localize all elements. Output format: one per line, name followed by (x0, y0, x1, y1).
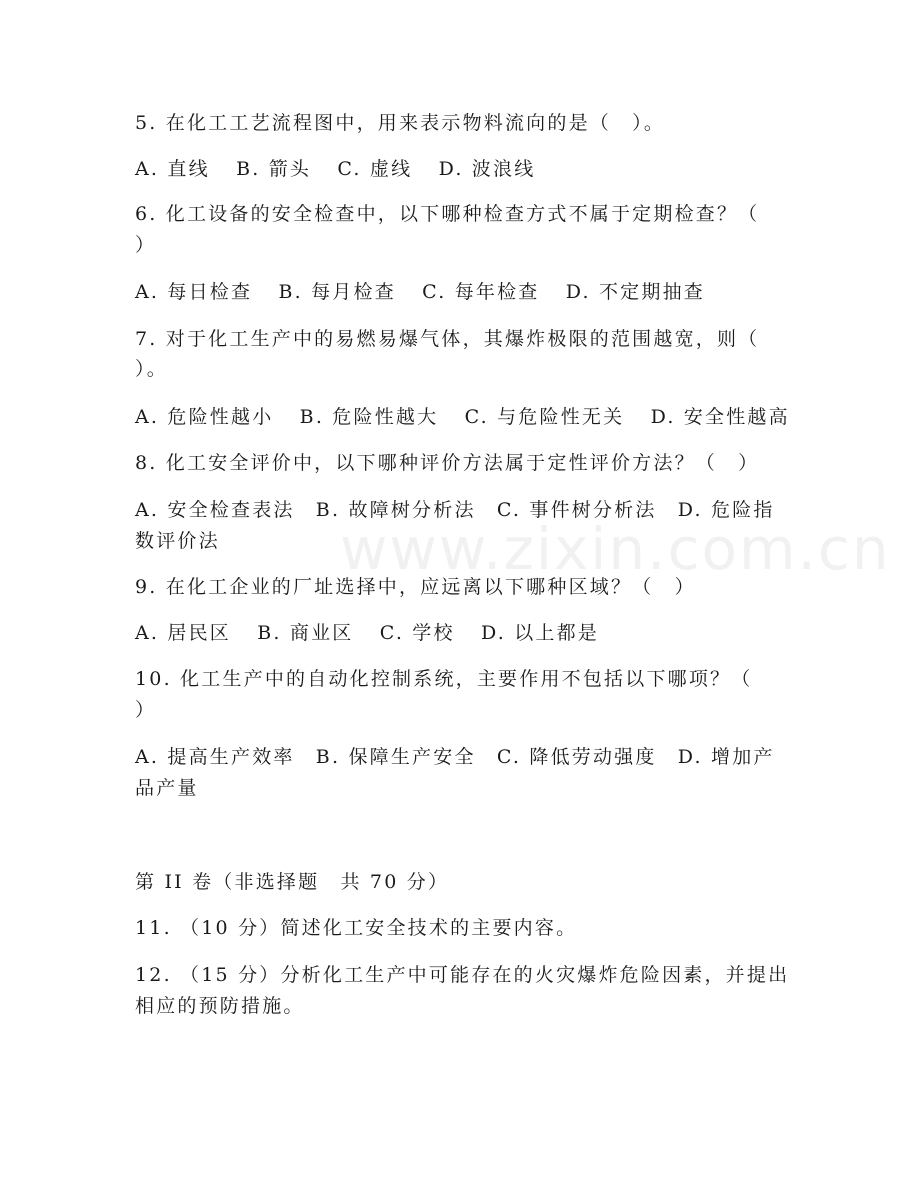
option-c: C. 学校 (379, 622, 455, 644)
question-5-options (135, 154, 553, 185)
option-a: A. 每日检查 (135, 281, 253, 303)
question-12-line2: 相应的预防措施。 (135, 995, 305, 1017)
question-11: 11. （10 分）简述化工安全技术的主要内容。 (135, 917, 578, 939)
question-12-line1: 12. （15 分）分析化工生产中可能存在的火灾爆炸危险因素，并提出 (135, 964, 790, 986)
question-5-stem: 5. 在化工工艺流程图中，用来表示物料流向的是（ ）。 (135, 112, 666, 134)
question-10-stem-line1: 10. 化工生产中的自动化控制系统，主要作用不包括以下哪项？（ (135, 668, 753, 690)
question-7-stem-line2: ）。 (135, 358, 168, 380)
question-7-stem-line1: 7. 对于化工生产中的易燃易爆气体，其爆炸极限的范围越宽，则（ (135, 328, 760, 350)
option-b: B. 商业区 (257, 622, 354, 644)
question-8-options-line1: A. 安全检查表法 B. 故障树分析法 C. 事件树分析法 D. 危险指 (135, 499, 775, 521)
option-d: D. 以上都是 (480, 622, 600, 644)
option-b: B. 每月检查 (278, 281, 396, 303)
option-c: C. 每年检查 (422, 281, 540, 303)
question-10-options-line2: 品产量 (135, 777, 199, 799)
question-6-options (135, 277, 723, 308)
question-10-stem-line2: ） (135, 699, 157, 721)
option-b: B. 危险性越大 (299, 406, 439, 428)
question-10-options-line1: A. 提高生产效率 B. 保障生产安全 C. 降低劳动强度 D. 增加产 (135, 746, 775, 768)
question-8-options-line2: 数评价法 (135, 530, 220, 552)
option-c: C. 与危险性无关 (464, 406, 625, 428)
question-9-stem: 9. 在化工企业的厂址选择中，应远离以下哪种区域？（ ） (135, 576, 696, 598)
question-7-options (135, 402, 808, 433)
question-8-stem: 8. 化工安全评价中，以下哪种评价方法属于定性评价方法？（ ） (135, 452, 760, 474)
option-b: B. 箭头 (236, 158, 312, 180)
question-6-stem-line1: 6. 化工设备的安全检查中，以下哪种检查方式不属于定期检查？（ (135, 203, 760, 225)
option-a: A. 居民区 (135, 622, 232, 644)
option-d: D. 不定期抽查 (565, 281, 705, 303)
question-9-options (135, 618, 617, 649)
option-a: A. 危险性越小 (135, 406, 274, 428)
option-c: C. 虚线 (337, 158, 413, 180)
question-6-stem-line2: ） (135, 234, 157, 256)
option-d: D. 波浪线 (438, 158, 536, 180)
option-a: A. 直线 (135, 158, 210, 180)
watermark: www.zixin.com.cn (340, 515, 891, 583)
option-d: D. 安全性越高 (650, 406, 790, 428)
section-2-title: 第 II 卷（非选择题 共 70 分） (135, 871, 450, 893)
